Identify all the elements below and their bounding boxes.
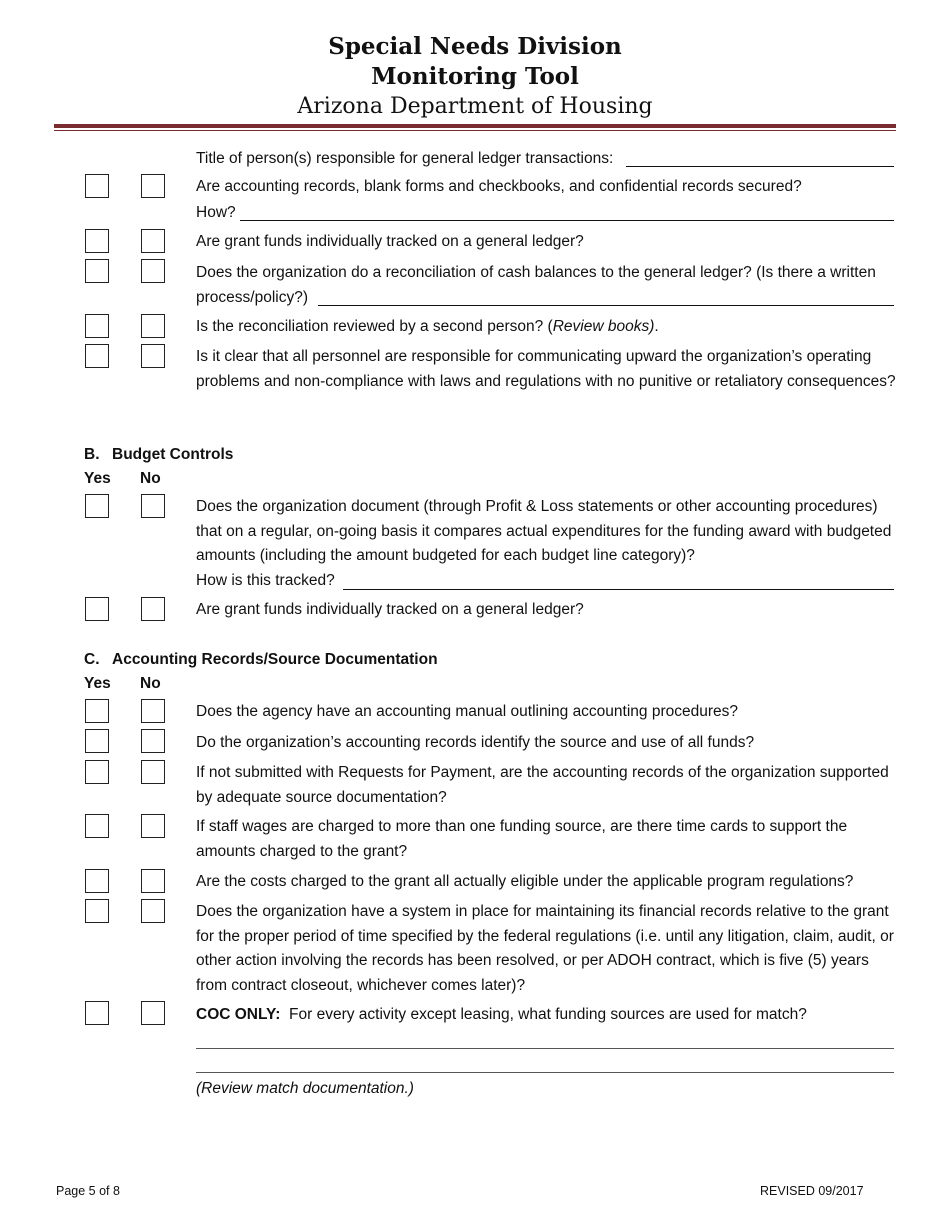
question-time-cards: If staff wages are charged to more than one funding source, are there time cards to support the amounts charged to the grant? — [196, 818, 848, 860]
no-checkbox-b1[interactable] — [141, 494, 165, 518]
yes-checkbox-a2[interactable] — [85, 229, 109, 253]
no-checkbox-c2[interactable] — [141, 729, 165, 753]
no-checkbox-a5[interactable] — [141, 344, 165, 368]
how-tracked-field[interactable] — [343, 589, 894, 590]
yes-checkbox-c3[interactable] — [85, 760, 109, 784]
yes-checkbox-a4[interactable] — [85, 314, 109, 338]
yes-checkbox-c4[interactable] — [85, 814, 109, 838]
question-records-retention: Does the organization have a system in place for maintaining its financial records relative to the grant for the proper period of time specified by the federal regulations (i.e. until any litigation, claim, audit, or other action involving the records has been resolved, or per ADOH contract, which is five (5) years from contract closeout, whichever comes later)? — [196, 903, 894, 994]
question-records-secured: Are accounting records, blank forms and checkbooks, and confidential records secured? — [196, 178, 802, 195]
no-checkbox-c6[interactable] — [141, 899, 165, 923]
question-communicating-upward: Is it clear that all personnel are responsible for communicating upward the organization’s operating problems and non-compliance with laws and regulations with no punitive or retaliatory consequences? — [196, 348, 896, 390]
question-second-person-text: Is the reconciliation reviewed by a second person? ( — [196, 318, 553, 335]
no-checkbox-b2[interactable] — [141, 597, 165, 621]
yes-checkbox-c1[interactable] — [85, 699, 109, 723]
yes-checkbox-c6[interactable] — [85, 899, 109, 923]
header-divider-thick — [54, 124, 896, 128]
question-period: . — [654, 318, 659, 335]
no-checkbox-c5[interactable] — [141, 869, 165, 893]
yes-checkbox-c2[interactable] — [85, 729, 109, 753]
how-label: How? — [196, 204, 236, 221]
process-policy-field[interactable] — [318, 305, 894, 306]
no-checkbox-c7[interactable] — [141, 1001, 165, 1025]
question-source-use-funds: Do the organization’s accounting records identify the source and use of all funds? — [196, 734, 755, 751]
question-coc-match — [196, 1005, 807, 1025]
process-policy-label: process/policy?) — [196, 289, 308, 306]
match-answer-line-1[interactable] — [196, 1048, 894, 1049]
yes-checkbox-b1[interactable] — [85, 494, 109, 518]
section-c-letter: C. — [84, 651, 100, 668]
no-checkbox-c4[interactable] — [141, 814, 165, 838]
no-checkbox-c1[interactable] — [141, 699, 165, 723]
how-field[interactable] — [240, 220, 894, 221]
ledger-title-label: Title of person(s) responsible for general ledger transactions: — [196, 150, 614, 167]
section-c-no-header: No — [140, 675, 161, 692]
question-budget-compare: Does the organization document (through Profit & Loss statements or other accounting procedures) that on a regular, on-going basis it compares actual expenditures for the funding award with budgeted amounts (including the amount budgeted for each budget line category)? — [196, 498, 892, 564]
section-c-heading — [84, 650, 438, 670]
section-b-heading — [84, 445, 233, 465]
coc-match-text: For every activity except leasing, what funding sources are used for match? — [289, 1006, 807, 1023]
no-checkbox-a1[interactable] — [141, 174, 165, 198]
yes-checkbox-b2[interactable] — [85, 597, 109, 621]
document-title: Special Needs Division — [328, 33, 622, 60]
question-general-ledger: Are grant funds individually tracked on a general ledger? — [196, 233, 584, 250]
question-eligible-costs: Are the costs charged to the grant all actually eligible under the applicable program regulations? — [196, 873, 854, 890]
no-checkbox-a2[interactable] — [141, 229, 165, 253]
question-accounting-manual: Does the agency have an accounting manual outlining accounting procedures? — [196, 703, 739, 720]
yes-checkbox-c5[interactable] — [85, 869, 109, 893]
no-checkbox-c3[interactable] — [141, 760, 165, 784]
document-title-line2: Monitoring Tool — [371, 63, 579, 90]
ledger-title-field[interactable] — [626, 166, 894, 167]
no-checkbox-a4[interactable] — [141, 314, 165, 338]
page-number: Page 5 of 8 — [56, 1184, 120, 1198]
review-match-note — [196, 1079, 414, 1099]
question-reconciliation: Does the organization do a reconciliation of cash balances to the general ledger? (Is there a written — [196, 264, 876, 281]
header-divider-thin — [54, 130, 896, 131]
match-answer-line-2[interactable] — [196, 1072, 894, 1073]
review-books-note: Review books) — [552, 318, 655, 335]
yes-checkbox-a1[interactable] — [85, 174, 109, 198]
section-c-title: Accounting Records/Source Documentation — [112, 651, 438, 668]
section-b-yes-header: Yes — [84, 470, 111, 487]
question-second-person — [196, 317, 659, 337]
document-header — [0, 32, 950, 122]
no-checkbox-a3[interactable] — [141, 259, 165, 283]
revision-date: REVISED 09/2017 — [760, 1184, 864, 1198]
yes-checkbox-a3[interactable] — [85, 259, 109, 283]
section-c-yes-header: Yes — [84, 675, 111, 692]
coc-only-label: COC ONLY: — [196, 1006, 281, 1023]
review-match-note-text: (Review match documentation.) — [196, 1080, 414, 1097]
question-source-documentation: If not submitted with Requests for Payment, are the accounting records of the organization supported by adequate source documentation? — [196, 764, 889, 806]
document-subtitle: Arizona Department of Housing — [297, 94, 653, 119]
how-tracked-label: How is this tracked? — [196, 572, 335, 589]
question-b-general-ledger: Are grant funds individually tracked on a general ledger? — [196, 601, 584, 618]
yes-checkbox-a5[interactable] — [85, 344, 109, 368]
section-b-letter: B. — [84, 446, 100, 463]
section-b-no-header: No — [140, 470, 161, 487]
yes-checkbox-c7[interactable] — [85, 1001, 109, 1025]
section-b-title: Budget Controls — [112, 446, 234, 463]
